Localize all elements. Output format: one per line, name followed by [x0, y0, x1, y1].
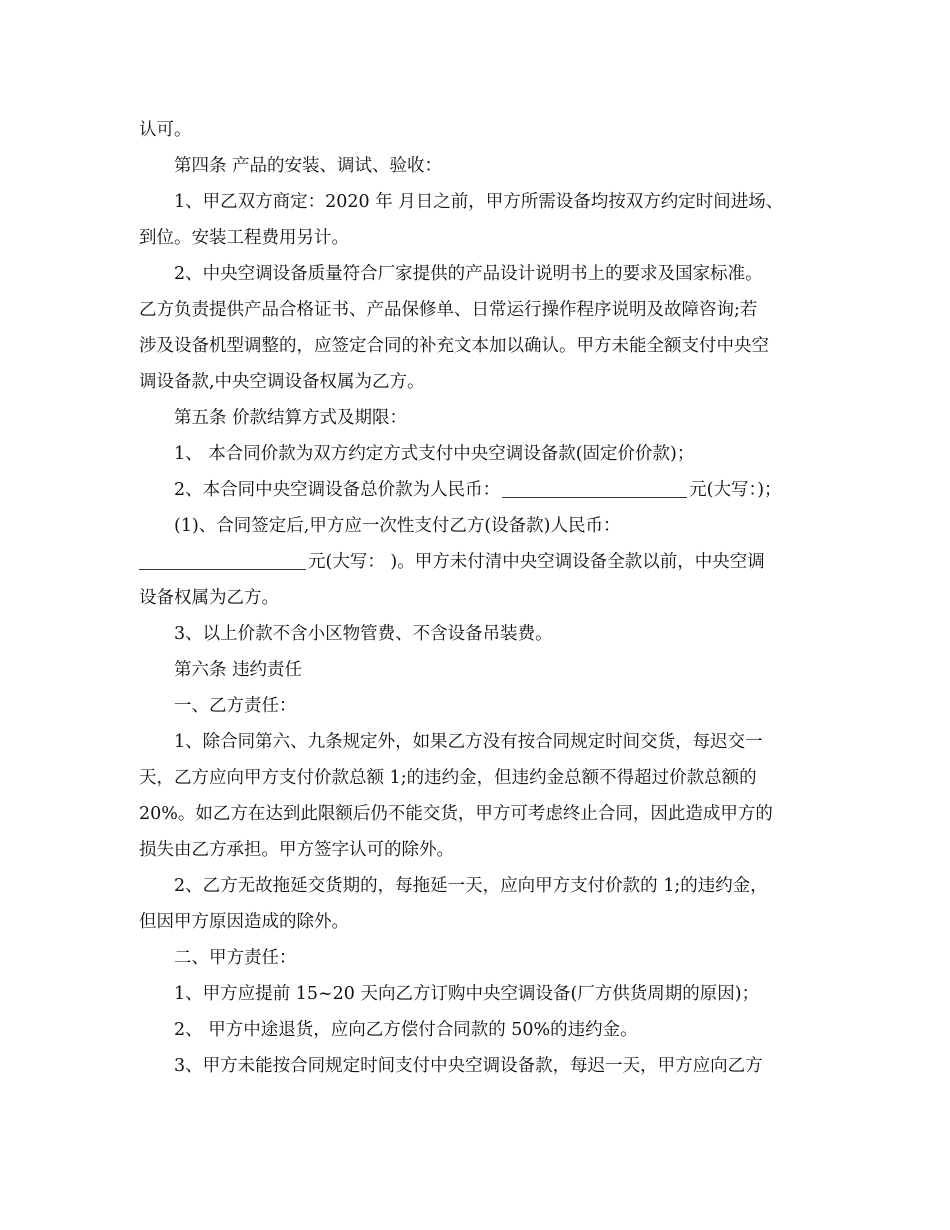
text-line: 2、 甲方中途退货，应向乙方偿付合同款的 50%的违约金。 — [174, 1020, 638, 1040]
text-line: 天，乙方应向甲方支付价款总额 1;的违约金，但违约金总额不得超过价款总额的 — [139, 768, 757, 788]
text-line: 2、乙方无故拖延交货期的，每拖延一天，应向甲方支付价款的 1;的违约金， — [174, 876, 768, 896]
text-line: 1、 本合同价款为双方约定方式支付中央空调设备款(固定价价款)； — [174, 444, 695, 464]
section-heading: 二、甲方责任： — [174, 948, 297, 968]
text-line: 1、甲方应提前 15~20 天向乙方订购中央空调设备(厂方供货周期的原因)； — [174, 984, 760, 1004]
text-line: 2、中央空调设备质量符合厂家提供的产品设计说明书上的要求及国家标准。 — [174, 264, 763, 284]
text-line: 设备权属为乙方。 — [139, 588, 279, 608]
text-line: 1、除合同第六、九条规定外，如果乙方没有按合同规定时间交货，每迟交一 — [174, 732, 763, 752]
text-segment: 2、本合同中央空调设备总价款为人民币： — [174, 480, 501, 500]
amount-blank — [502, 479, 687, 498]
text-line: 但因甲方原因造成的除外。 — [139, 912, 349, 932]
document-page — [139, 112, 811, 1084]
text-line: 乙方负责提供产品合格证书、产品保修单、日常运行操作程序说明及故障咨询;若 — [139, 300, 758, 320]
text-line: 调设备款,中央空调设备权属为乙方。 — [139, 372, 425, 392]
text-line: 20%。如乙方在达到此限额后仍不能交货，甲方可考虑终止合同，因此造成甲方的 — [139, 804, 773, 824]
text-line: 损失由乙方承担。甲方签字认可的除外。 — [139, 840, 454, 860]
text-line: 3、以上价款不含小区物管费、不含设备吊装费。 — [174, 624, 553, 644]
text-line: (1)、合同签定后,甲方应一次性支付乙方(设备款)人民币： — [174, 516, 621, 536]
amount-blank — [139, 551, 306, 570]
text-segment: 元(大写：)； — [689, 480, 782, 500]
text-line: 1、甲乙双方商定：2020 年 月日之前，甲方所需设备均按双方约定时间进场、 — [174, 192, 784, 212]
article-6-heading: 第六条 违约责任 — [174, 660, 303, 680]
article-4-heading: 第四条 产品的安装、调试、验收： — [174, 156, 443, 176]
total-price-line — [139, 472, 811, 508]
payment-amount-line — [139, 544, 811, 580]
article-5-heading: 第五条 价款结算方式及期限： — [174, 408, 408, 428]
text-line: 到位。安装工程费用另计。 — [139, 228, 349, 248]
text-line: 涉及设备机型调整的，应签定合同的补充文本加以确认。甲方未能全额支付中央空 — [139, 336, 769, 356]
text-line: 认可。 — [139, 120, 192, 140]
section-heading: 一、乙方责任： — [174, 696, 297, 716]
text-line: 3、甲方未能按合同规定时间支付中央空调设备款，每迟一天，甲方应向乙方 — [174, 1056, 763, 1076]
text-segment: 元(大写： )。甲方未付清中央空调设备全款以前，中央空调 — [308, 552, 765, 572]
